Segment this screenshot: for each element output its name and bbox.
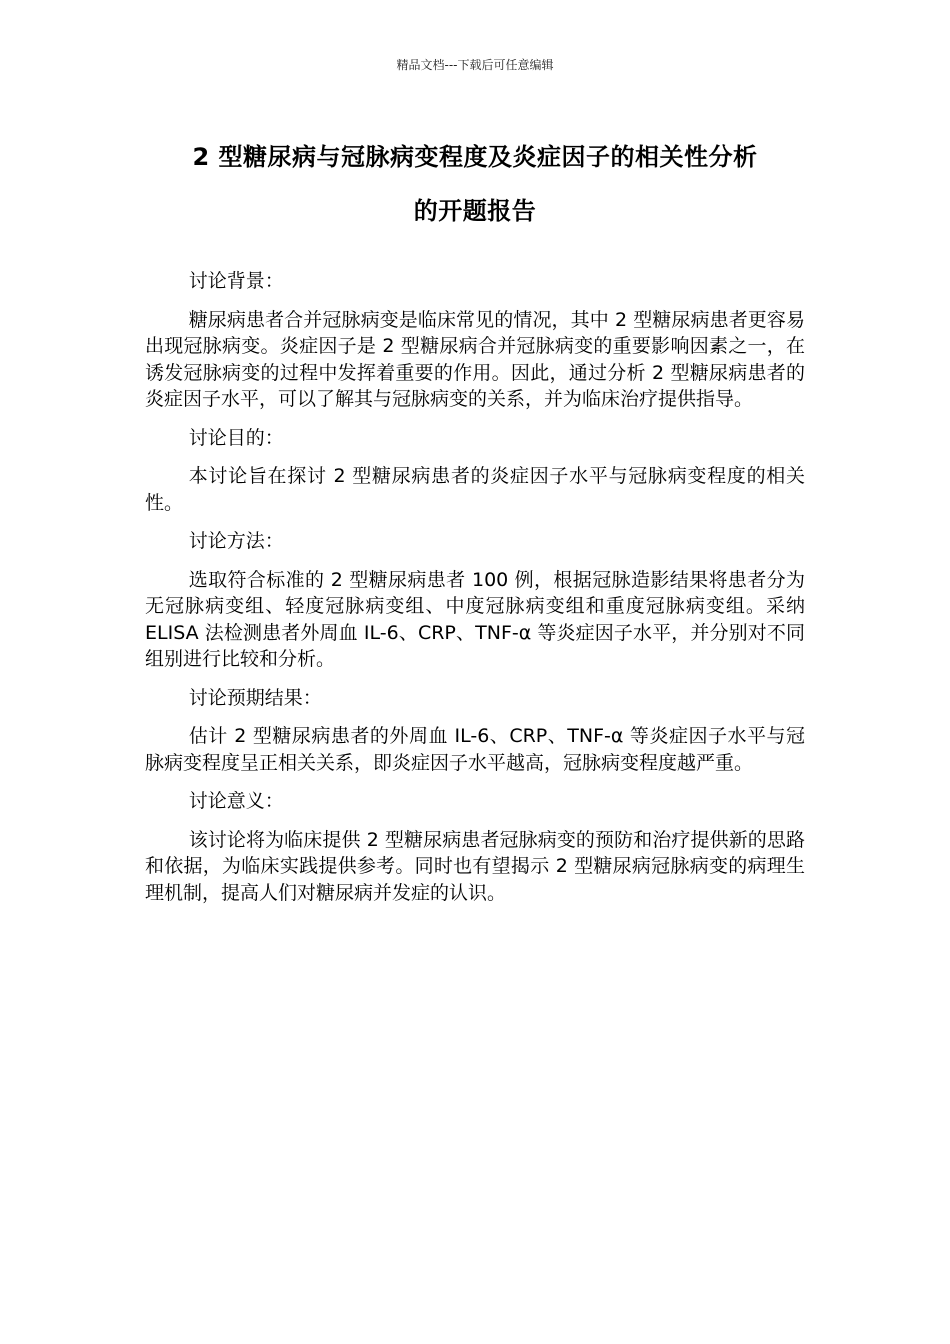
section-heading-method: 讨论方法： [188,530,284,552]
section-heading-significance: 讨论意义： [188,790,284,812]
section-heading-background: 讨论背景： [188,270,284,292]
section-heading-expected-results: 讨论预期结果： [188,686,322,709]
section-body-significance: 该讨论将为临床提供 2 型糖尿病患者冠脉病变的预防和治疗提供新的思路和依据，为临床实践提供参考。同时也有望揭示 2 型糖尿病冠脉病变的病理生理机制，提高人们对糖尿病并发症的认识。 [145,828,805,904]
document-body [145,268,805,918]
page-header-note: 精品文档---下载后可任意编辑 [396,58,554,72]
section-body-expected-results: 估计 2 型糖尿病患者的外周血 IL-6、CRP、TNF-α 等炎症因子水平与冠脉病变程度呈正相关关系，即炎症因子水平越高，冠脉病变程度越严重。 [145,725,805,774]
section-body-background: 糖尿病患者合并冠脉病变是临床常见的情况，其中 2 型糖尿病患者更容易出现冠脉病变。炎症因子是 2 型糖尿病合并冠脉病变的重要影响因素之一，在诱发冠脉病变的过程中发挥着重要的作用。因此，通过分析 2 型糖尿病患者的炎症因子水平，可以了解其与冠脉病变的关系，并为临床治疗提供指导。 [145,308,805,410]
section-heading-purpose: 讨论目的： [188,426,284,449]
section-body-purpose: 本讨论旨在探讨 2 型糖尿病患者的炎症因子水平与冠脉病变程度的相关性。 [145,465,805,514]
title-line-2: 的开题报告 [413,197,537,225]
document-title [130,130,820,238]
section-body-method: 选取符合标准的 2 型糖尿病患者 100 例，根据冠脉造影结果将患者分为无冠脉病变组、轻度冠脉病变组、中度冠脉病变组和重度冠脉病变组。采纳 ELISA 法检测患者外周血 IL-6、CRP、TNF-α 等炎症因子水平，并分别对不同组别进行比较和分析。 [145,568,805,670]
title-line-1: 2 型糖尿病与冠脉病变程度及炎症因子的相关性分析 [192,143,758,171]
